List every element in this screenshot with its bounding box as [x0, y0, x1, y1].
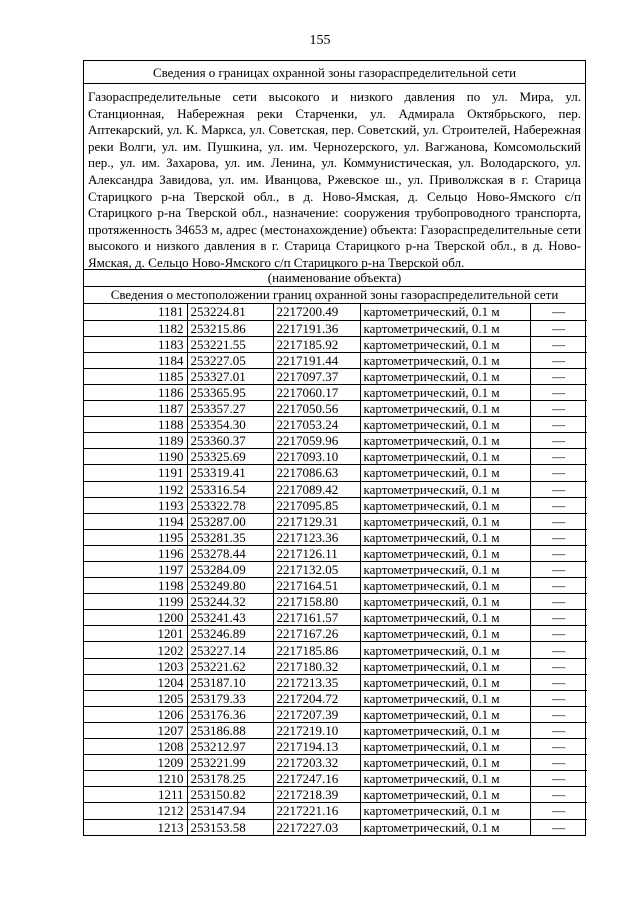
y-coordinate-cell: 2217093.10	[273, 449, 360, 465]
method-accuracy-cell: картометрический, 0.1 м	[360, 417, 530, 433]
x-coordinate-cell: 253244.32	[187, 594, 273, 610]
x-coordinate-cell: 253224.81	[187, 304, 273, 320]
table-row	[84, 384, 587, 400]
method-accuracy-cell: картометрический, 0.1 м	[360, 562, 530, 578]
point-number-cell: 1198	[84, 578, 187, 594]
x-coordinate-cell: 253221.55	[187, 336, 273, 352]
method-accuracy-cell: картометрический, 0.1 м	[360, 352, 530, 368]
section-header: Сведения о границах охранной зоны газораспределительной сети	[84, 61, 585, 84]
table-row	[84, 304, 587, 320]
method-accuracy-cell: картометрический, 0.1 м	[360, 787, 530, 803]
point-number-cell: 1189	[84, 433, 187, 449]
x-coordinate-cell: 253281.35	[187, 529, 273, 545]
description-cell: —	[530, 739, 587, 755]
description-cell: —	[530, 320, 587, 336]
x-coordinate-cell: 253354.30	[187, 417, 273, 433]
description-cell: —	[530, 658, 587, 674]
table-row	[84, 819, 587, 835]
description-cell: —	[530, 304, 587, 320]
description-cell: —	[530, 803, 587, 819]
method-accuracy-cell: картометрический, 0.1 м	[360, 594, 530, 610]
table-row	[84, 610, 587, 626]
x-coordinate-cell: 253153.58	[187, 819, 273, 835]
y-coordinate-cell: 2217227.03	[273, 819, 360, 835]
method-accuracy-cell: картометрический, 0.1 м	[360, 481, 530, 497]
x-coordinate-cell: 253176.36	[187, 706, 273, 722]
y-coordinate-cell: 2217123.36	[273, 529, 360, 545]
description-cell: —	[530, 417, 587, 433]
x-coordinate-cell: 253319.41	[187, 465, 273, 481]
description-cell: —	[530, 706, 587, 722]
x-coordinate-cell: 253186.88	[187, 722, 273, 738]
y-coordinate-cell: 2217221.16	[273, 803, 360, 819]
table-row	[84, 674, 587, 690]
description-cell: —	[530, 401, 587, 417]
table-row	[84, 417, 587, 433]
y-coordinate-cell: 2217247.16	[273, 771, 360, 787]
table-row	[84, 433, 587, 449]
point-number-cell: 1197	[84, 562, 187, 578]
y-coordinate-cell: 2217132.05	[273, 562, 360, 578]
y-coordinate-cell: 2217219.10	[273, 722, 360, 738]
method-accuracy-cell: картометрический, 0.1 м	[360, 739, 530, 755]
method-accuracy-cell: картометрический, 0.1 м	[360, 610, 530, 626]
description-cell: —	[530, 610, 587, 626]
table-row	[84, 449, 587, 465]
x-coordinate-cell: 253187.10	[187, 674, 273, 690]
method-accuracy-cell: картометрический, 0.1 м	[360, 304, 530, 320]
table-row	[84, 481, 587, 497]
point-number-cell: 1195	[84, 529, 187, 545]
y-coordinate-cell: 2217050.56	[273, 401, 360, 417]
table-row	[84, 771, 587, 787]
y-coordinate-cell: 2217194.13	[273, 739, 360, 755]
method-accuracy-cell: картометрический, 0.1 м	[360, 803, 530, 819]
point-number-cell: 1192	[84, 481, 187, 497]
y-coordinate-cell: 2217095.85	[273, 497, 360, 513]
y-coordinate-cell: 2217060.17	[273, 384, 360, 400]
description-cell: —	[530, 465, 587, 481]
point-number-cell: 1186	[84, 384, 187, 400]
y-coordinate-cell: 2217158.80	[273, 594, 360, 610]
method-accuracy-cell: картометрический, 0.1 м	[360, 401, 530, 417]
description-cell: —	[530, 626, 587, 642]
method-accuracy-cell: картометрический, 0.1 м	[360, 465, 530, 481]
x-coordinate-cell: 253241.43	[187, 610, 273, 626]
point-number-cell: 1199	[84, 594, 187, 610]
description-cell: —	[530, 497, 587, 513]
description-cell: —	[530, 819, 587, 835]
y-coordinate-cell: 2217164.51	[273, 578, 360, 594]
y-coordinate-cell: 2217218.39	[273, 787, 360, 803]
description-cell: —	[530, 545, 587, 561]
table-row	[84, 529, 587, 545]
point-number-cell: 1207	[84, 722, 187, 738]
method-accuracy-cell: картометрический, 0.1 м	[360, 674, 530, 690]
point-number-cell: 1181	[84, 304, 187, 320]
description-cell: —	[530, 771, 587, 787]
y-coordinate-cell: 2217086.63	[273, 465, 360, 481]
x-coordinate-cell: 253212.97	[187, 739, 273, 755]
description-cell: —	[530, 352, 587, 368]
x-coordinate-cell: 253147.94	[187, 803, 273, 819]
method-accuracy-cell: картометрический, 0.1 м	[360, 529, 530, 545]
table-row	[84, 401, 587, 417]
x-coordinate-cell: 253178.25	[187, 771, 273, 787]
y-coordinate-cell: 2217200.49	[273, 304, 360, 320]
table-row	[84, 352, 587, 368]
point-number-cell: 1211	[84, 787, 187, 803]
object-name-label: (наименование объекта)	[84, 270, 585, 287]
x-coordinate-cell: 253284.09	[187, 562, 273, 578]
y-coordinate-cell: 2217126.11	[273, 545, 360, 561]
description-cell: —	[530, 562, 587, 578]
method-accuracy-cell: картометрический, 0.1 м	[360, 320, 530, 336]
method-accuracy-cell: картометрический, 0.1 м	[360, 368, 530, 384]
point-number-cell: 1187	[84, 401, 187, 417]
y-coordinate-cell: 2217059.96	[273, 433, 360, 449]
point-number-cell: 1182	[84, 320, 187, 336]
description-cell: —	[530, 642, 587, 658]
description-cell: —	[530, 787, 587, 803]
point-number-cell: 1202	[84, 642, 187, 658]
y-coordinate-cell: 2217167.26	[273, 626, 360, 642]
method-accuracy-cell: картометрический, 0.1 м	[360, 771, 530, 787]
point-number-cell: 1209	[84, 755, 187, 771]
point-number-cell: 1188	[84, 417, 187, 433]
x-coordinate-cell: 253227.14	[187, 642, 273, 658]
y-coordinate-cell: 2217053.24	[273, 417, 360, 433]
point-number-cell: 1190	[84, 449, 187, 465]
point-number-cell: 1201	[84, 626, 187, 642]
method-accuracy-cell: картометрический, 0.1 м	[360, 513, 530, 529]
point-number-cell: 1213	[84, 819, 187, 835]
coordinates-table	[84, 304, 587, 835]
x-coordinate-cell: 253357.27	[187, 401, 273, 417]
table-row	[84, 690, 587, 706]
y-coordinate-cell: 2217129.31	[273, 513, 360, 529]
x-coordinate-cell: 253215.86	[187, 320, 273, 336]
method-accuracy-cell: картометрический, 0.1 м	[360, 706, 530, 722]
y-coordinate-cell: 2217204.72	[273, 690, 360, 706]
y-coordinate-cell: 2217180.32	[273, 658, 360, 674]
object-description: Газораспределительные сети высокого и низкого давления по ул. Мира, ул. Станционная, Набережная реки Старченки, ул. Адмирала Октябрьского, пер. Аптекарский, ул. К. Маркса, ул. Советская, пер. Советский, ул. Строителей, Набережная реки Волги, ул. им. Пушкина, ул. им. Черноzерского, ул. Вагжанова, Комсомольский пер., ул. им. Захарова, ул. им. Ленина, ул. Коммунистическая, ул. Володарского, ул. Александра Завидова, ул. им. Иванцова, Ржевское ш., ул. Приволжская в г. Старица Старицкого р-на Тверской обл., в д. Ново-Ямская, д. Сельцо Ново-Ямского с/п Старицкого р-на Тверской обл., назначение: сооружения трубопроводного транспорта, протяженность 34653 м, адрес (местонахождение) объекта: Газораспределительные сети высокого и низкого давления в г. Старица Старицкого р-на Тверской обл., в д. Ново-Ямская, д. Сельцо Ново-Ямского с/п Старицкого р-на Тверской обл.	[84, 84, 585, 270]
y-coordinate-cell: 2217213.35	[273, 674, 360, 690]
method-accuracy-cell: картометрический, 0.1 м	[360, 578, 530, 594]
point-number-cell: 1184	[84, 352, 187, 368]
point-number-cell: 1208	[84, 739, 187, 755]
table-row	[84, 658, 587, 674]
table-row	[84, 706, 587, 722]
point-number-cell: 1185	[84, 368, 187, 384]
document-frame	[83, 60, 586, 836]
table-row	[84, 594, 587, 610]
description-cell: —	[530, 513, 587, 529]
table-row	[84, 497, 587, 513]
page-number: 155	[309, 33, 331, 48]
y-coordinate-cell: 2217185.86	[273, 642, 360, 658]
point-number-cell: 1191	[84, 465, 187, 481]
x-coordinate-cell: 253246.89	[187, 626, 273, 642]
description-cell: —	[530, 384, 587, 400]
table-row	[84, 368, 587, 384]
table-row	[84, 465, 587, 481]
point-number-cell: 1212	[84, 803, 187, 819]
description-cell: —	[530, 690, 587, 706]
description-cell: —	[530, 433, 587, 449]
table-row	[84, 545, 587, 561]
method-accuracy-cell: картометрический, 0.1 м	[360, 449, 530, 465]
x-coordinate-cell: 253249.80	[187, 578, 273, 594]
point-number-cell: 1204	[84, 674, 187, 690]
point-number-cell: 1183	[84, 336, 187, 352]
x-coordinate-cell: 253322.78	[187, 497, 273, 513]
x-coordinate-cell: 253278.44	[187, 545, 273, 561]
x-coordinate-cell: 253221.99	[187, 755, 273, 771]
description-cell: —	[530, 529, 587, 545]
description-cell: —	[530, 755, 587, 771]
table-row	[84, 513, 587, 529]
method-accuracy-cell: картометрический, 0.1 м	[360, 722, 530, 738]
y-coordinate-cell: 2217097.37	[273, 368, 360, 384]
method-accuracy-cell: картометрический, 0.1 м	[360, 336, 530, 352]
description-cell: —	[530, 481, 587, 497]
point-number-cell: 1206	[84, 706, 187, 722]
point-number-cell: 1210	[84, 771, 187, 787]
x-coordinate-cell: 253316.54	[187, 481, 273, 497]
table-row	[84, 562, 587, 578]
table-row	[84, 739, 587, 755]
table-row	[84, 803, 587, 819]
table-row	[84, 755, 587, 771]
x-coordinate-cell: 253365.95	[187, 384, 273, 400]
x-coordinate-cell: 253327.01	[187, 368, 273, 384]
point-number-cell: 1194	[84, 513, 187, 529]
description-cell: —	[530, 594, 587, 610]
method-accuracy-cell: картометрический, 0.1 м	[360, 545, 530, 561]
description-cell: —	[530, 722, 587, 738]
y-coordinate-cell: 2217191.36	[273, 320, 360, 336]
method-accuracy-cell: картометрический, 0.1 м	[360, 755, 530, 771]
method-accuracy-cell: картометрический, 0.1 м	[360, 497, 530, 513]
method-accuracy-cell: картометрический, 0.1 м	[360, 658, 530, 674]
description-cell: —	[530, 336, 587, 352]
y-coordinate-cell: 2217207.39	[273, 706, 360, 722]
description-cell: —	[530, 368, 587, 384]
point-number-cell: 1196	[84, 545, 187, 561]
method-accuracy-cell: картометрический, 0.1 м	[360, 690, 530, 706]
table-row	[84, 336, 587, 352]
table-row	[84, 642, 587, 658]
point-number-cell: 1203	[84, 658, 187, 674]
x-coordinate-cell: 253179.33	[187, 690, 273, 706]
description-cell: —	[530, 674, 587, 690]
table-row	[84, 787, 587, 803]
x-coordinate-cell: 253325.69	[187, 449, 273, 465]
method-accuracy-cell: картометрический, 0.1 м	[360, 384, 530, 400]
method-accuracy-cell: картометрический, 0.1 м	[360, 626, 530, 642]
table-row	[84, 320, 587, 336]
table-row	[84, 626, 587, 642]
x-coordinate-cell: 253150.82	[187, 787, 273, 803]
point-number-cell: 1200	[84, 610, 187, 626]
method-accuracy-cell: картометрический, 0.1 м	[360, 642, 530, 658]
y-coordinate-cell: 2217161.57	[273, 610, 360, 626]
method-accuracy-cell: картометрический, 0.1 м	[360, 433, 530, 449]
y-coordinate-cell: 2217089.42	[273, 481, 360, 497]
x-coordinate-cell: 253227.05	[187, 352, 273, 368]
x-coordinate-cell: 253287.00	[187, 513, 273, 529]
location-header: Сведения о местоположении границ охранной зоны газораспределительной сети	[84, 287, 585, 304]
y-coordinate-cell: 2217191.44	[273, 352, 360, 368]
x-coordinate-cell: 253221.62	[187, 658, 273, 674]
table-row	[84, 578, 587, 594]
table-row	[84, 722, 587, 738]
x-coordinate-cell: 253360.37	[187, 433, 273, 449]
point-number-cell: 1193	[84, 497, 187, 513]
y-coordinate-cell: 2217203.32	[273, 755, 360, 771]
method-accuracy-cell: картометрический, 0.1 м	[360, 819, 530, 835]
description-cell: —	[530, 449, 587, 465]
description-cell: —	[530, 578, 587, 594]
y-coordinate-cell: 2217185.92	[273, 336, 360, 352]
point-number-cell: 1205	[84, 690, 187, 706]
